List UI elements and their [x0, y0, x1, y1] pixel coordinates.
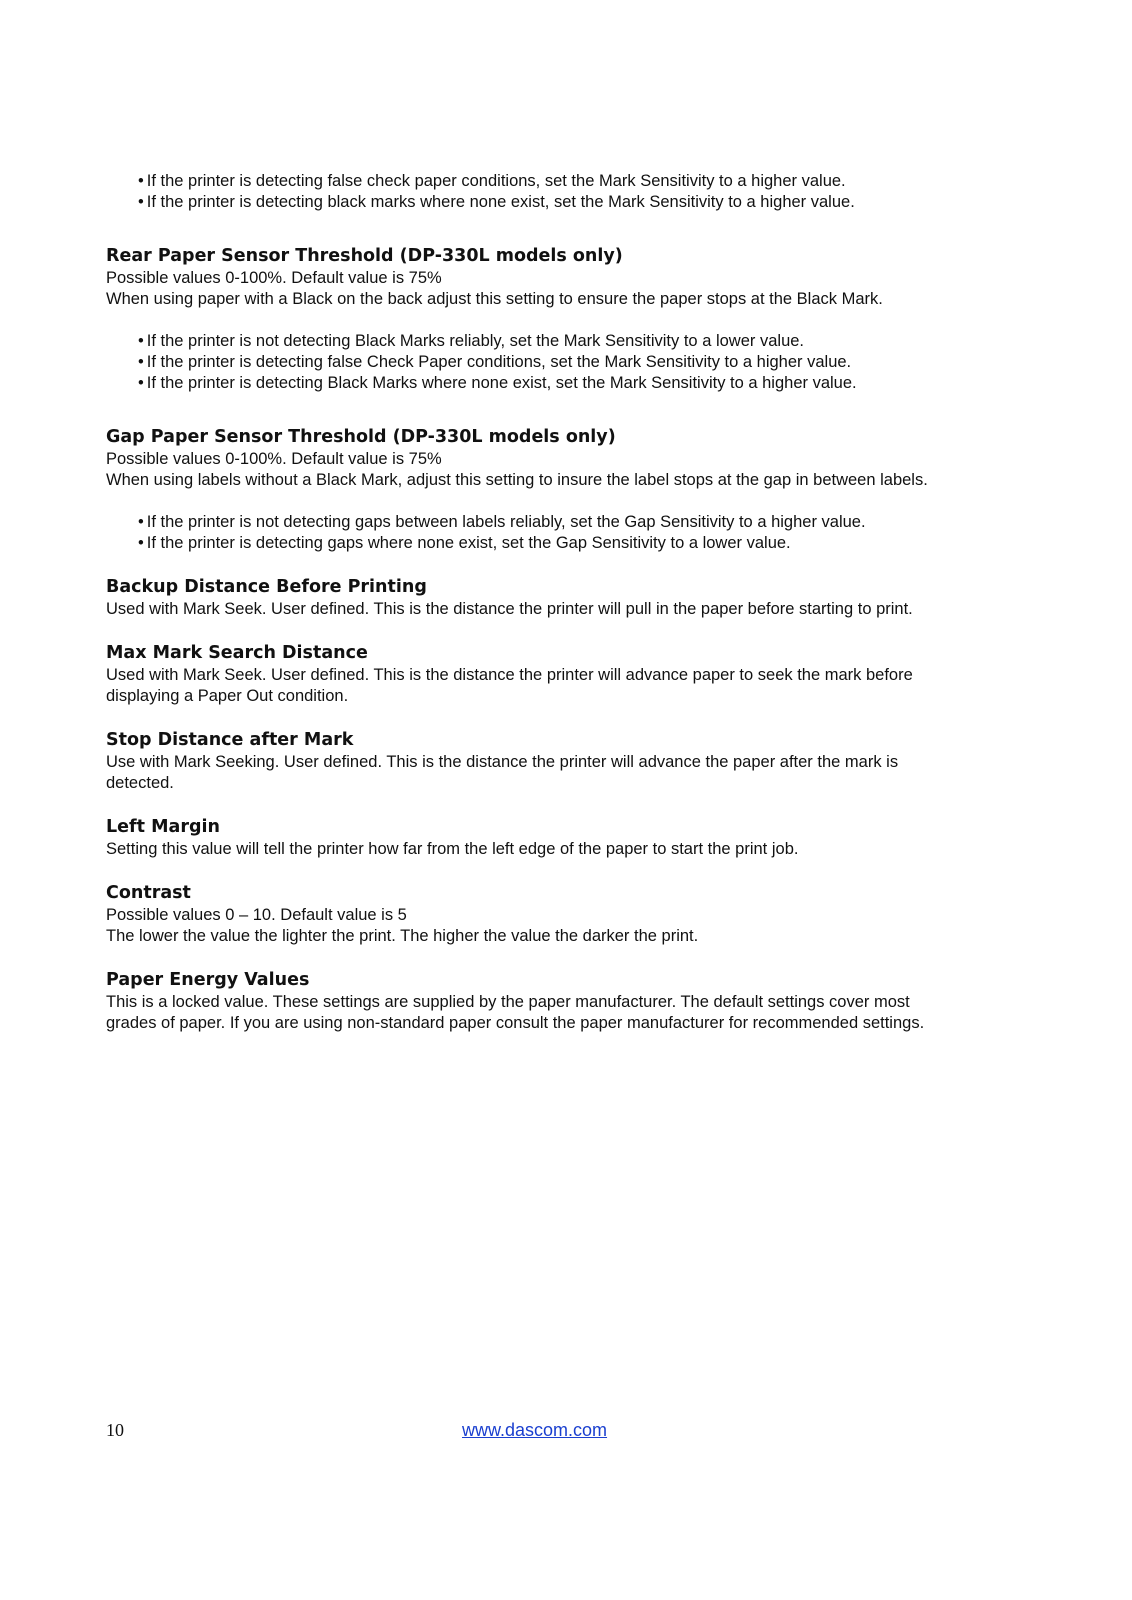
gap-sensor-bullet-list	[106, 512, 1046, 554]
section-heading: Contrast	[106, 883, 191, 903]
stop-distance-section	[106, 729, 1046, 794]
page-content	[106, 171, 1046, 1034]
page-number: 10	[106, 1420, 124, 1440]
gap-sensor-section	[106, 426, 1046, 554]
section-heading: Paper Energy Values	[106, 970, 310, 990]
left-margin-section	[106, 816, 1046, 860]
section-text: Used with Mark Seek. User defined. This is the distance the printer will advance paper to seek the mark before	[106, 666, 913, 684]
section-text: When using paper with a Black on the back adjust this setting to ensure the paper stops at the Black Mark.	[106, 290, 883, 308]
list-item: • If the printer is not detecting Black Marks reliably, set the Mark Sensitivity to a lower value.	[138, 332, 805, 350]
section-text: Possible values 0 – 10. Default value is 5	[106, 906, 407, 924]
bullet-icon: •	[138, 374, 144, 392]
section-text: Use with Mark Seeking. User defined. This is the distance the printer will advance the paper after the mark is	[106, 753, 899, 771]
contrast-section	[106, 882, 1046, 947]
max-mark-section	[106, 642, 1046, 707]
section-text: Possible values 0-100%. Default value is 75%	[106, 269, 442, 287]
section-heading: Rear Paper Sensor Threshold (DP-330L models only)	[106, 246, 623, 266]
section-text: This is a locked value. These settings are supplied by the paper manufacturer. The default settings cover most	[106, 993, 910, 1011]
section-heading: Gap Paper Sensor Threshold (DP-330L models only)	[106, 427, 616, 447]
section-text: When using labels without a Black Mark, adjust this setting to insure the label stops at the gap in between labels.	[106, 471, 928, 489]
section-text: Possible values 0-100%. Default value is 75%	[106, 450, 442, 468]
bullet-icon: •	[138, 193, 144, 211]
section-heading: Backup Distance Before Printing	[106, 577, 427, 597]
list-item: • If the printer is detecting Black Marks where none exist, set the Mark Sensitivity to a higher value.	[138, 374, 857, 392]
section-text: grades of paper. If you are using non-standard paper consult the paper manufacturer for recommended settings.	[106, 1014, 925, 1032]
section-text: The lower the value the lighter the print. The higher the value the darker the print.	[106, 927, 699, 945]
bullet-icon: •	[138, 534, 144, 552]
list-item: • If the printer is detecting black marks where none exist, set the Mark Sensitivity to a higher value.	[138, 193, 855, 211]
bullet-icon: •	[138, 513, 144, 531]
rear-sensor-section	[106, 245, 1046, 394]
paper-energy-section	[106, 969, 1046, 1034]
section-text: displaying a Paper Out condition.	[106, 687, 349, 705]
section-heading: Left Margin	[106, 817, 220, 837]
list-item: • If the printer is not detecting gaps between labels reliably, set the Gap Sensitivity to a higher value.	[138, 513, 866, 531]
section-heading: Max Mark Search Distance	[106, 643, 368, 663]
section-text: Setting this value will tell the printer how far from the left edge of the paper to start the print job.	[106, 840, 799, 858]
website-link[interactable]: www.dascom.com	[462, 1420, 608, 1440]
list-item: • If the printer is detecting gaps where none exist, set the Gap Sensitivity to a lower value.	[138, 534, 791, 552]
section-heading: Stop Distance after Mark	[106, 730, 354, 750]
bullet-icon: •	[138, 172, 144, 190]
list-item: • If the printer is detecting false check paper conditions, set the Mark Sensitivity to a higher value.	[138, 172, 846, 190]
bullet-icon: •	[138, 353, 144, 371]
list-item: • If the printer is detecting false Check Paper conditions, set the Mark Sensitivity to a higher value.	[138, 353, 852, 371]
backup-distance-section	[106, 576, 1046, 620]
bullet-icon: •	[138, 332, 144, 350]
section-text: Used with Mark Seek. User defined. This is the distance the printer will pull in the paper before starting to print.	[106, 600, 913, 618]
rear-sensor-bullet-list	[106, 331, 1046, 394]
section-text: detected.	[106, 774, 174, 792]
intro-bullet-list	[106, 171, 1046, 213]
